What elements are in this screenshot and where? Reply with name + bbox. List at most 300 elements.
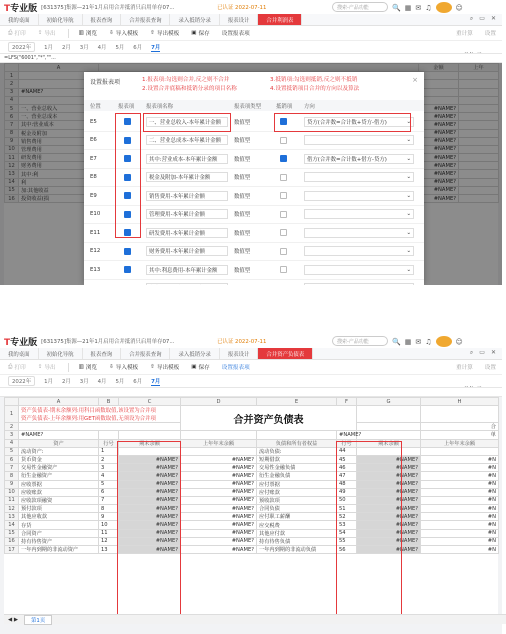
tab-1[interactable]: 初始化导航 — [39, 348, 83, 359]
print-button[interactable]: ⎙ 打印 — [8, 363, 26, 371]
period-end-value[interactable]: #NAME? — [357, 480, 421, 488]
year-select[interactable]: 2022年 — [8, 376, 35, 386]
window-icon[interactable]: ▭ — [479, 349, 485, 356]
tab-0[interactable]: 我的桌面 — [0, 348, 39, 359]
type-cell: 数值型 — [234, 212, 251, 219]
offset-checkbox-cell — [280, 224, 287, 242]
row-number: 5 — [5, 104, 19, 112]
table-row — [5, 496, 499, 504]
direction-cell — [304, 261, 414, 279]
prior-year-value[interactable]: #NAME? — [181, 480, 257, 488]
cell-value[interactable]: #NAME? — [419, 162, 459, 170]
type-cell: 数值型 — [234, 156, 251, 163]
name-cell — [146, 169, 228, 187]
line-number: 13 — [99, 546, 119, 554]
period-end-value[interactable]: #NAME? — [119, 513, 181, 521]
position-cell: E11 — [90, 229, 101, 236]
period-end-value[interactable]: #NAME? — [119, 529, 181, 537]
row-number: 9 — [5, 480, 19, 488]
line-number: 51 — [337, 505, 357, 513]
row-label[interactable]: 一、营业总成本 — [19, 113, 99, 121]
asset-label[interactable]: 货币资金 — [19, 455, 99, 463]
screenshot-profit-statement — [0, 0, 502, 285]
asset-label[interactable]: 应收票据 — [19, 480, 99, 488]
period-end-value[interactable]: #NAME? — [119, 546, 181, 554]
prior-year-value[interactable]: #NAME? — [181, 488, 257, 496]
period-end-value[interactable]: #NAME? — [119, 455, 181, 463]
month-tab[interactable]: 6月 — [133, 379, 143, 385]
table-row — [5, 431, 499, 439]
tab-3[interactable]: 合并报表查询 — [121, 14, 170, 25]
app-logo: T专业版 — [4, 3, 38, 14]
export-template-button[interactable]: ⇧ 导出模板 — [150, 30, 180, 37]
period-row — [0, 41, 502, 53]
line-number: 53 — [337, 521, 357, 529]
direction-select[interactable] — [304, 228, 414, 238]
prior-year-value[interactable]: #NAME? — [181, 496, 257, 504]
row-number: 6 — [5, 455, 19, 463]
line-number: 44 — [337, 447, 357, 455]
direction-select[interactable] — [304, 172, 414, 182]
account-title[interactable]: [631375]集源—21年1月启用合并抵消只启用单存07... — [41, 339, 175, 345]
type-cell: 数值型 — [234, 267, 251, 274]
offset-checkbox[interactable] — [280, 248, 287, 255]
save-button[interactable]: ▣ 保存 — [191, 364, 210, 371]
save-button[interactable]: ▣ 保存 — [191, 30, 210, 37]
close-icon[interactable]: × — [412, 76, 418, 84]
liability-label[interactable]: 交易性金融负债 — [257, 464, 337, 472]
asset-label[interactable]: 流动资产: — [19, 447, 99, 455]
period-end-value[interactable]: #NAME? — [357, 521, 421, 529]
highlight-name-e5 — [143, 113, 231, 132]
row-label[interactable]: 税金及附加 — [19, 129, 99, 137]
item-checkbox[interactable] — [124, 266, 131, 273]
prior-year-value[interactable] — [181, 447, 257, 455]
offset-checkbox[interactable] — [280, 137, 287, 144]
cell-value[interactable]: #NAME? — [419, 113, 459, 121]
table-row — [5, 472, 499, 480]
asset-label[interactable]: 衍生金融资产 — [19, 472, 99, 480]
cell — [181, 431, 257, 439]
offset-checkbox[interactable] — [280, 266, 287, 273]
cell — [357, 423, 421, 431]
browse-button[interactable]: ▥ 浏览 — [78, 30, 98, 37]
prior-year-value[interactable]: #NAME? — [181, 464, 257, 472]
import-template-button[interactable]: ⇩ 导入模板 — [109, 30, 139, 37]
print-button[interactable]: ⎙ 打印 — [8, 29, 26, 37]
tab-5[interactable]: 报表设计 — [220, 14, 259, 25]
row-number: 16 — [5, 537, 19, 545]
cell-value[interactable]: #NAME? — [419, 195, 459, 203]
item-checkbox[interactable] — [124, 248, 131, 255]
recalc-button[interactable]: 重计算 — [456, 31, 473, 37]
asset-label[interactable]: 应收账款 — [19, 488, 99, 496]
direction-select[interactable] — [304, 246, 414, 256]
export-template-button[interactable]: ⇧ 导出模板 — [150, 364, 180, 371]
item-checkbox-cell — [124, 261, 131, 279]
column-title: 期末余额 — [357, 439, 421, 447]
formula-bar[interactable] — [0, 387, 502, 397]
cell-value[interactable]: #NAME? — [419, 170, 459, 178]
row-number: 12 — [5, 505, 19, 513]
month-tab[interactable]: 5月 — [115, 379, 125, 385]
direction-select[interactable] — [304, 154, 414, 164]
prior-year-value[interactable]: #NAME? — [181, 472, 257, 480]
liability-label[interactable]: 预收款项 — [257, 496, 337, 504]
line-number: 1 — [99, 447, 119, 455]
offset-checkbox[interactable] — [280, 155, 287, 162]
month-tab[interactable]: 4月 — [97, 45, 107, 51]
position-cell: E13 — [90, 266, 101, 273]
note-2: 资产负债表-上年余额列:用GET函数取值,无须设为合并项 — [21, 416, 156, 423]
month-tab[interactable]: 1月 — [44, 379, 53, 385]
asset-label[interactable]: 预付款项 — [19, 505, 99, 513]
period-end-value[interactable]: #NAME? — [119, 537, 181, 545]
period-end-value[interactable]: #NAME? — [357, 505, 421, 513]
prior-year-value[interactable]: #NAME? — [181, 455, 257, 463]
row-number: 9 — [5, 137, 19, 145]
period-end-value[interactable]: #NAME? — [357, 496, 421, 504]
item-name-input[interactable]: 研发费用-本年累计金额 — [146, 228, 228, 238]
period-end-value[interactable]: #NAME? — [119, 496, 181, 504]
prior-year-value[interactable]: #N — [421, 537, 499, 545]
direction-select[interactable] — [304, 265, 414, 275]
row-number: 6 — [5, 113, 19, 121]
item-name-input[interactable]: 其中:营业成本-本年累计金额 — [146, 154, 228, 164]
prior-year-value[interactable]: #N — [421, 513, 499, 521]
asset-label[interactable]: 存货 — [19, 521, 99, 529]
column-title: 上年年末余额 — [181, 439, 257, 447]
prior-year-value[interactable]: #N — [421, 521, 499, 529]
screenshot-balance-sheet — [0, 334, 502, 634]
tab-4[interactable]: 录入抵销分录 — [170, 348, 219, 359]
direction-cell — [304, 132, 414, 150]
row-number: 15 — [5, 529, 19, 537]
prior-year-value[interactable]: #N — [421, 546, 499, 554]
asset-label[interactable]: 应收款项融资 — [19, 496, 99, 504]
cell-value[interactable]: #NAME? — [419, 137, 459, 145]
month-tab[interactable]: 2月 — [61, 379, 71, 385]
search-icon[interactable]: 🔍 — [392, 337, 401, 346]
period-end-value[interactable]: #NAME? — [119, 480, 181, 488]
prior-year-value[interactable]: #N — [421, 496, 499, 504]
period-end-value[interactable]: #NAME? — [119, 472, 181, 480]
offset-checkbox-cell — [280, 187, 287, 205]
item-name-input[interactable]: 管理费用-本年累计金额 — [146, 209, 228, 219]
item-name-input[interactable]: 其中:利息费用-本年累计金额 — [146, 265, 228, 275]
offset-checkbox-cell — [280, 243, 287, 261]
month-tab[interactable]: 1月 — [44, 45, 53, 51]
month-tab[interactable]: 5月 — [115, 45, 125, 51]
tab-2[interactable]: 报表查询 — [83, 348, 122, 359]
period-end-value[interactable]: #NAME? — [119, 488, 181, 496]
notes-cell — [19, 406, 181, 423]
asset-label[interactable]: 合同资产 — [19, 529, 99, 537]
period-end-value[interactable]: #NAME? — [357, 546, 421, 554]
row-label[interactable]: 其中:营业成本 — [19, 121, 99, 129]
set-item-button[interactable]: 设置报表项 — [221, 365, 250, 371]
title-bar — [0, 334, 502, 348]
table-row — [5, 455, 499, 463]
calendar-icon[interactable]: ▦ — [404, 337, 412, 346]
highlight-period-end-left — [117, 441, 181, 621]
bell-icon[interactable]: ♫ — [425, 3, 432, 12]
row-number: 12 — [5, 162, 19, 170]
tab-6[interactable]: 合并资产负债表 — [258, 348, 313, 359]
cell — [357, 406, 421, 423]
row-number: 7 — [5, 464, 19, 472]
liability-label[interactable]: 流动负债: — [257, 447, 337, 455]
row-number: 11 — [5, 496, 19, 504]
search-input[interactable]: 搜索-产品功能 — [332, 336, 388, 346]
liability-label[interactable]: 应付职工薪酬 — [257, 513, 337, 521]
item-name-input[interactable]: 二、营业总成本-本年累计金额 — [146, 135, 228, 145]
direction-value: 借方(合并数=合计数+借方-贷方) — [307, 156, 387, 163]
cell-value[interactable]: #NAME? — [419, 104, 459, 112]
search-icon[interactable]: ⌕ — [469, 15, 474, 22]
cell — [421, 406, 499, 423]
close-icon[interactable]: ✕ — [490, 15, 496, 22]
set-item-button[interactable]: 设置报表项 — [221, 31, 250, 37]
liability-label[interactable]: 短期借款 — [257, 455, 337, 463]
tab-tools — [470, 349, 496, 357]
prior-year-value[interactable]: #N — [421, 488, 499, 496]
sheet-tab[interactable]: 第1页 — [24, 615, 52, 625]
table-row — [5, 537, 499, 545]
export-button[interactable]: ⇪ 导出 — [37, 30, 56, 37]
direction-cell — [304, 243, 414, 261]
period-end-value[interactable]: #NAME? — [357, 513, 421, 521]
sheet-nav-icon[interactable]: ◀ ▶ — [8, 616, 19, 623]
direction-cell — [304, 150, 414, 168]
prior-year-value[interactable]: #NAME? — [181, 521, 257, 529]
period-end-value[interactable]: #NAME? — [357, 529, 421, 537]
highlight-period-end-right — [336, 441, 402, 621]
note-1: 资产负债表-期末余额列:用科目函数取值,该设置为合并项 — [21, 408, 156, 415]
period-end-value[interactable]: #NAME? — [119, 505, 181, 513]
asset-label[interactable]: 交易性金融资产 — [19, 464, 99, 472]
col-header: A — [19, 64, 99, 72]
browse-button[interactable]: ▥ 浏览 — [78, 364, 98, 371]
type-cell: 数值型 — [234, 230, 251, 237]
tab-0[interactable]: 我的桌面 — [0, 14, 39, 25]
position-cell: E5 — [90, 118, 97, 125]
prior-year-value[interactable]: #N — [421, 505, 499, 513]
tab-6[interactable]: 合并利润表 — [258, 14, 302, 25]
row-label[interactable]: #NAME? — [19, 88, 99, 96]
mascot-icon — [436, 2, 452, 13]
line-number: 7 — [99, 496, 119, 504]
row-label[interactable]: 投资收益(损 — [19, 195, 99, 203]
row-number: 10 — [5, 145, 19, 153]
prior-year-value[interactable]: #NAME? — [181, 546, 257, 554]
row-number: 10 — [5, 488, 19, 496]
certified-badge: 已认证 2022-07-11 — [217, 339, 267, 345]
line-number: 46 — [337, 464, 357, 472]
bell-icon[interactable]: ♫ — [425, 337, 432, 346]
type-cell: 数值型 — [234, 249, 251, 256]
liability-label[interactable]: 合同负债 — [257, 505, 337, 513]
user-icon[interactable]: ☺ — [455, 3, 463, 12]
recalc-button[interactable]: 重计算 — [456, 365, 473, 371]
prior-year-value[interactable]: #N — [421, 464, 499, 472]
dialog-title: 设置报表项 — [90, 79, 121, 86]
direction-select[interactable] — [304, 191, 414, 201]
offset-checkbox[interactable] — [280, 229, 287, 236]
chevron-down-icon: ⌄ — [406, 155, 411, 162]
user-icon[interactable]: ☺ — [455, 337, 463, 346]
import-template-button[interactable]: ⇩ 导入模板 — [109, 364, 139, 371]
month-tab[interactable]: 6月 — [133, 45, 143, 51]
close-icon[interactable]: ✕ — [490, 349, 496, 356]
dialog-table-header: 位置 报表项 报表项名称 报表项类型 抵销项 方向 — [84, 100, 424, 111]
line-number: 45 — [337, 455, 357, 463]
liability-label[interactable]: 衍生金融负债 — [257, 472, 337, 480]
row-number: 13 — [5, 170, 19, 178]
type-cell: 数值型 — [234, 138, 251, 145]
offset-checkbox-cell — [280, 169, 287, 187]
settings-button[interactable]: 设置 — [484, 31, 496, 37]
col-header: F — [337, 398, 357, 406]
column-title: 期末余额 — [119, 439, 181, 447]
cell-value[interactable]: #NAME? — [419, 121, 459, 129]
cell — [257, 431, 337, 439]
row-label[interactable]: 销售费用 — [19, 137, 99, 145]
row-label[interactable]: 研发费用 — [19, 154, 99, 162]
report-title: 合并资产负债表 — [181, 406, 357, 431]
period-end-value[interactable]: #NAME? — [357, 472, 421, 480]
position-cell: E8 — [90, 174, 97, 181]
row-label[interactable]: 利 — [19, 178, 99, 186]
month-tab[interactable]: 2月 — [61, 45, 71, 51]
line-number: 12 — [99, 537, 119, 545]
period-end-value[interactable]: #NAME? — [357, 488, 421, 496]
asset-label[interactable]: 一年内到期的非流动资产 — [19, 546, 99, 554]
name-cell — [146, 224, 228, 242]
row-number: 13 — [5, 513, 19, 521]
offset-checkbox-cell — [280, 132, 287, 150]
asset-label[interactable]: 持有待售资产 — [19, 537, 99, 545]
table-row — [5, 529, 499, 537]
col-header: G — [357, 398, 421, 406]
month-tab[interactable]: 3月 — [79, 379, 89, 385]
item-name-input[interactable]: 销售费用-本年累计金额 — [146, 191, 228, 201]
tab-4[interactable]: 录入抵销分录 — [170, 14, 219, 25]
line-number: 52 — [337, 513, 357, 521]
direction-value: 贷方(合并数=合计数+贷方-借方) — [307, 119, 387, 126]
direction-select[interactable] — [304, 135, 414, 145]
month-tab[interactable]: 3月 — [79, 45, 89, 51]
export-button[interactable]: ⇪ 导出 — [37, 364, 56, 371]
settings-button[interactable]: 设置 — [484, 365, 496, 371]
account-title[interactable]: [631375]集源—21年1月启用合并抵消只启用单存07... — [41, 5, 175, 11]
period-end-value[interactable]: #NAME? — [119, 521, 181, 529]
offset-checkbox[interactable] — [280, 174, 287, 181]
offset-checkbox[interactable] — [280, 192, 287, 199]
row-label[interactable]: 其中:利 — [19, 170, 99, 178]
line-number: 9 — [99, 513, 119, 521]
cell-value[interactable]: #NAME? — [419, 145, 459, 153]
liability-label[interactable]: 应付账款 — [257, 488, 337, 496]
name-cell — [146, 150, 228, 168]
liability-label[interactable]: 应付票据 — [257, 480, 337, 488]
table-row — [5, 447, 499, 455]
toolbar — [0, 26, 502, 41]
chevron-down-icon: ⌄ — [406, 211, 411, 218]
cell-value[interactable]: #NAME? — [419, 129, 459, 137]
period-end-value[interactable]: #NAME? — [357, 537, 421, 545]
prior-year-value[interactable]: #N — [421, 472, 499, 480]
prior-year-value[interactable]: #NAME? — [181, 537, 257, 545]
row-label[interactable]: 管理费用 — [19, 145, 99, 153]
period-end-value[interactable]: #NAME? — [357, 455, 421, 463]
period-end-value[interactable]: #NAME? — [119, 464, 181, 472]
tab-1[interactable]: 初始化导航 — [39, 14, 83, 25]
month-tab[interactable]: 7月 — [151, 44, 161, 51]
item-name-input[interactable]: 财务费用-本年累计金额 — [146, 246, 228, 256]
item-name-input[interactable]: 税金及附加-本年累计金额 — [146, 172, 228, 182]
tab-5[interactable]: 报表设计 — [220, 348, 259, 359]
prior-year-value[interactable]: #N — [421, 455, 499, 463]
liability-label[interactable]: 应交税费 — [257, 521, 337, 529]
search-icon[interactable]: ⌕ — [469, 349, 474, 356]
period-end-value[interactable]: #NAME? — [357, 464, 421, 472]
month-tab[interactable]: 4月 — [97, 379, 107, 385]
prior-year-value[interactable] — [421, 447, 499, 455]
prior-year-value[interactable]: #NAME? — [181, 529, 257, 537]
cell-value[interactable]: #NAME? — [419, 154, 459, 162]
tab-2[interactable]: 报表查询 — [83, 14, 122, 25]
prior-year-value[interactable]: #N — [421, 529, 499, 537]
col-header: H — [421, 398, 499, 406]
cell-value[interactable]: #NAME? — [419, 186, 459, 194]
name-cell — [146, 261, 228, 279]
chevron-down-icon: ⌄ — [406, 137, 411, 144]
prior-year-value[interactable]: #N — [421, 480, 499, 488]
asset-label[interactable]: 其他应收款 — [19, 513, 99, 521]
window-icon[interactable]: ▭ — [479, 15, 485, 22]
liability-label[interactable]: 持有待售负债 — [257, 537, 337, 545]
col-header: A — [19, 398, 99, 406]
liability-label[interactable]: 其他应付款 — [257, 529, 337, 537]
prior-year-value[interactable]: #NAME? — [181, 505, 257, 513]
formula-bar[interactable]: =LFS("6001","*",""... — [0, 53, 502, 63]
row-label[interactable]: 加:其他收益 — [19, 186, 99, 194]
item-name-input[interactable]: 一、营业总收入-本年累计金额 — [146, 117, 228, 127]
prior-year-value[interactable]: #NAME? — [181, 513, 257, 521]
calendar-icon[interactable]: ▦ — [404, 3, 412, 12]
header-row — [5, 439, 499, 447]
line-number: 54 — [337, 529, 357, 537]
set-item-dialog — [84, 72, 424, 285]
table-row — [5, 488, 499, 496]
cell-value[interactable]: #NAME? — [419, 178, 459, 186]
liability-label[interactable]: 一年内到期的非流动负债 — [257, 546, 337, 554]
direction-select[interactable] — [304, 209, 414, 219]
row-number: 11 — [5, 154, 19, 162]
chat-icon[interactable]: ✉ — [415, 337, 422, 346]
row-label[interactable]: 财务费用 — [19, 162, 99, 170]
year-select[interactable]: 2022年 — [8, 42, 35, 52]
chat-icon[interactable]: ✉ — [415, 3, 422, 12]
search-input[interactable]: 搜索-产品功能 — [332, 2, 388, 12]
search-icon[interactable]: 🔍 — [392, 3, 401, 12]
month-tab[interactable]: 7月 — [151, 378, 161, 385]
row-label[interactable]: 一、营业总收入 — [19, 104, 99, 112]
tab-3[interactable]: 合并报表查询 — [121, 348, 170, 359]
offset-checkbox[interactable] — [280, 211, 287, 218]
row-number: 16 — [5, 195, 19, 203]
